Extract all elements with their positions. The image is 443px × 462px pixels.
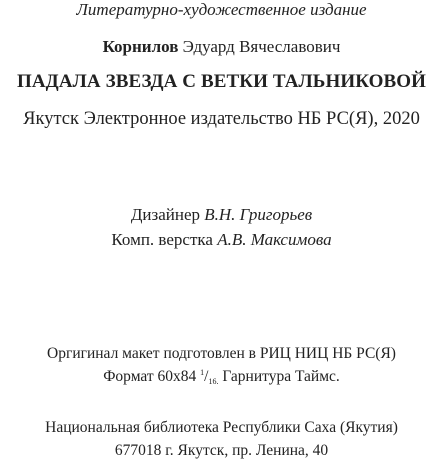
book-title: ПАДАЛА ЗВЕЗДА С ВЕТКИ ТАЛЬНИКОВОЙ [16,71,427,92]
author-surname: Корнилов [102,37,179,56]
format-line [0,367,443,387]
author-given-names: Эдуард Вячеславович [182,37,341,56]
format-suffix: Гарнитура Таймс. [222,368,340,385]
layout-credit [0,229,443,251]
format-separator: / [204,368,209,385]
format-prefix: Формат 60х84 [103,368,197,385]
format-denominator: 16. [208,377,219,386]
layout-label: Комп. верстка [111,230,213,249]
designer-credit [0,204,443,226]
designer-label: Дизайнер [130,205,201,224]
author-line [0,36,443,58]
library-address: 677018 г. Якутск, пр. Ленина, 40 [114,442,329,459]
format-numerator: 1 [200,368,205,377]
designer-name: В.Н. Григорьев [204,205,313,224]
publisher-line: Якутск Электронное издательство НБ РС(Я), 2020 [23,109,420,129]
layout-name: А.В. Максимова [217,230,332,249]
origin-line: Оргигинал макет подготовлен в РИЦ НИЦ НБ РС(Я) [47,345,396,362]
edition-type: Литературно-художественное издание [76,0,367,19]
library-name: Национальная библиотека Республики Саха (Якутия) [45,419,398,436]
